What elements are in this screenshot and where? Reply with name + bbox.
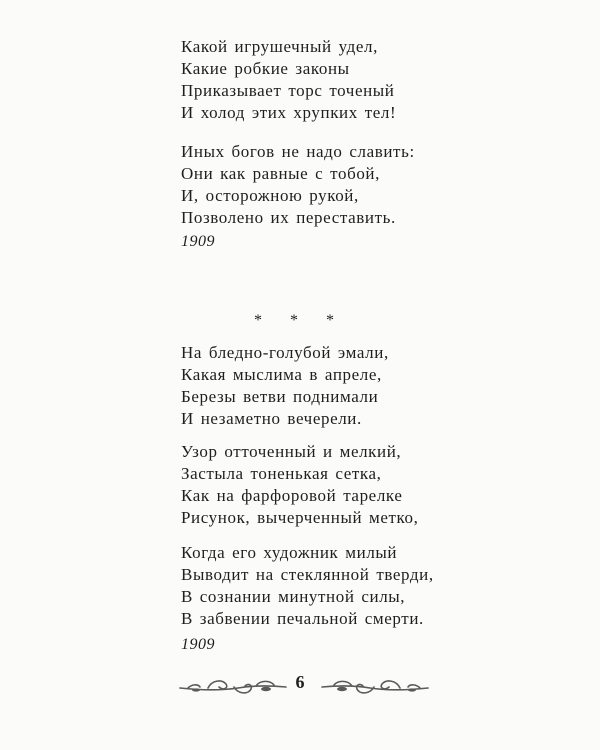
poem2-stanza2	[181, 441, 419, 529]
poem2-stanza1	[181, 342, 389, 430]
verse-line: Какие робкие законы	[181, 59, 350, 78]
poem2-stanza3	[181, 542, 434, 630]
verse-line: Березы ветви поднимали	[181, 387, 379, 406]
poem1-date: 1909	[181, 233, 215, 250]
verse-line: Узор отточенный и мелкий,	[181, 442, 402, 461]
verse-line: Позволено их переставить.	[181, 208, 396, 227]
page-number: 6	[295, 672, 305, 692]
section-separator: * * *	[254, 312, 346, 329]
verse-line: Как на фарфоровой тарелке	[181, 486, 403, 505]
verse-line: Застыла тоненькая сетка,	[181, 464, 382, 483]
verse-line: Иных богов не надо славить:	[181, 142, 415, 161]
verse-line: И, осторожною рукой,	[181, 186, 359, 205]
poem1-stanza2	[181, 141, 415, 229]
verse-line: На бледно-голубой эмали,	[181, 343, 389, 362]
poem2-date: 1909	[181, 636, 215, 653]
verse-line: В забвении печальной смерти.	[181, 609, 424, 628]
verse-line: В сознании минутной силы,	[181, 587, 406, 606]
verse-line: Приказывает торс точеный	[181, 81, 395, 100]
poem1-stanza1	[181, 36, 396, 124]
verse-line: И холод этих хрупких тел!	[181, 103, 397, 122]
verse-line: Они как равные с тобой,	[181, 164, 380, 183]
right-ornament-icon	[320, 676, 430, 698]
verse-line: Когда его художник милый	[181, 543, 398, 562]
verse-line: Какая мыслима в апреле,	[181, 365, 382, 384]
verse-line: Рисунок, вычерченный метко,	[181, 508, 419, 527]
verse-line: И незаметно вечерели.	[181, 409, 362, 428]
verse-line: Выводит на стеклянной тверди,	[181, 565, 434, 584]
verse-line: Какой игрушечный удел,	[181, 37, 378, 56]
page-footer	[0, 672, 600, 702]
